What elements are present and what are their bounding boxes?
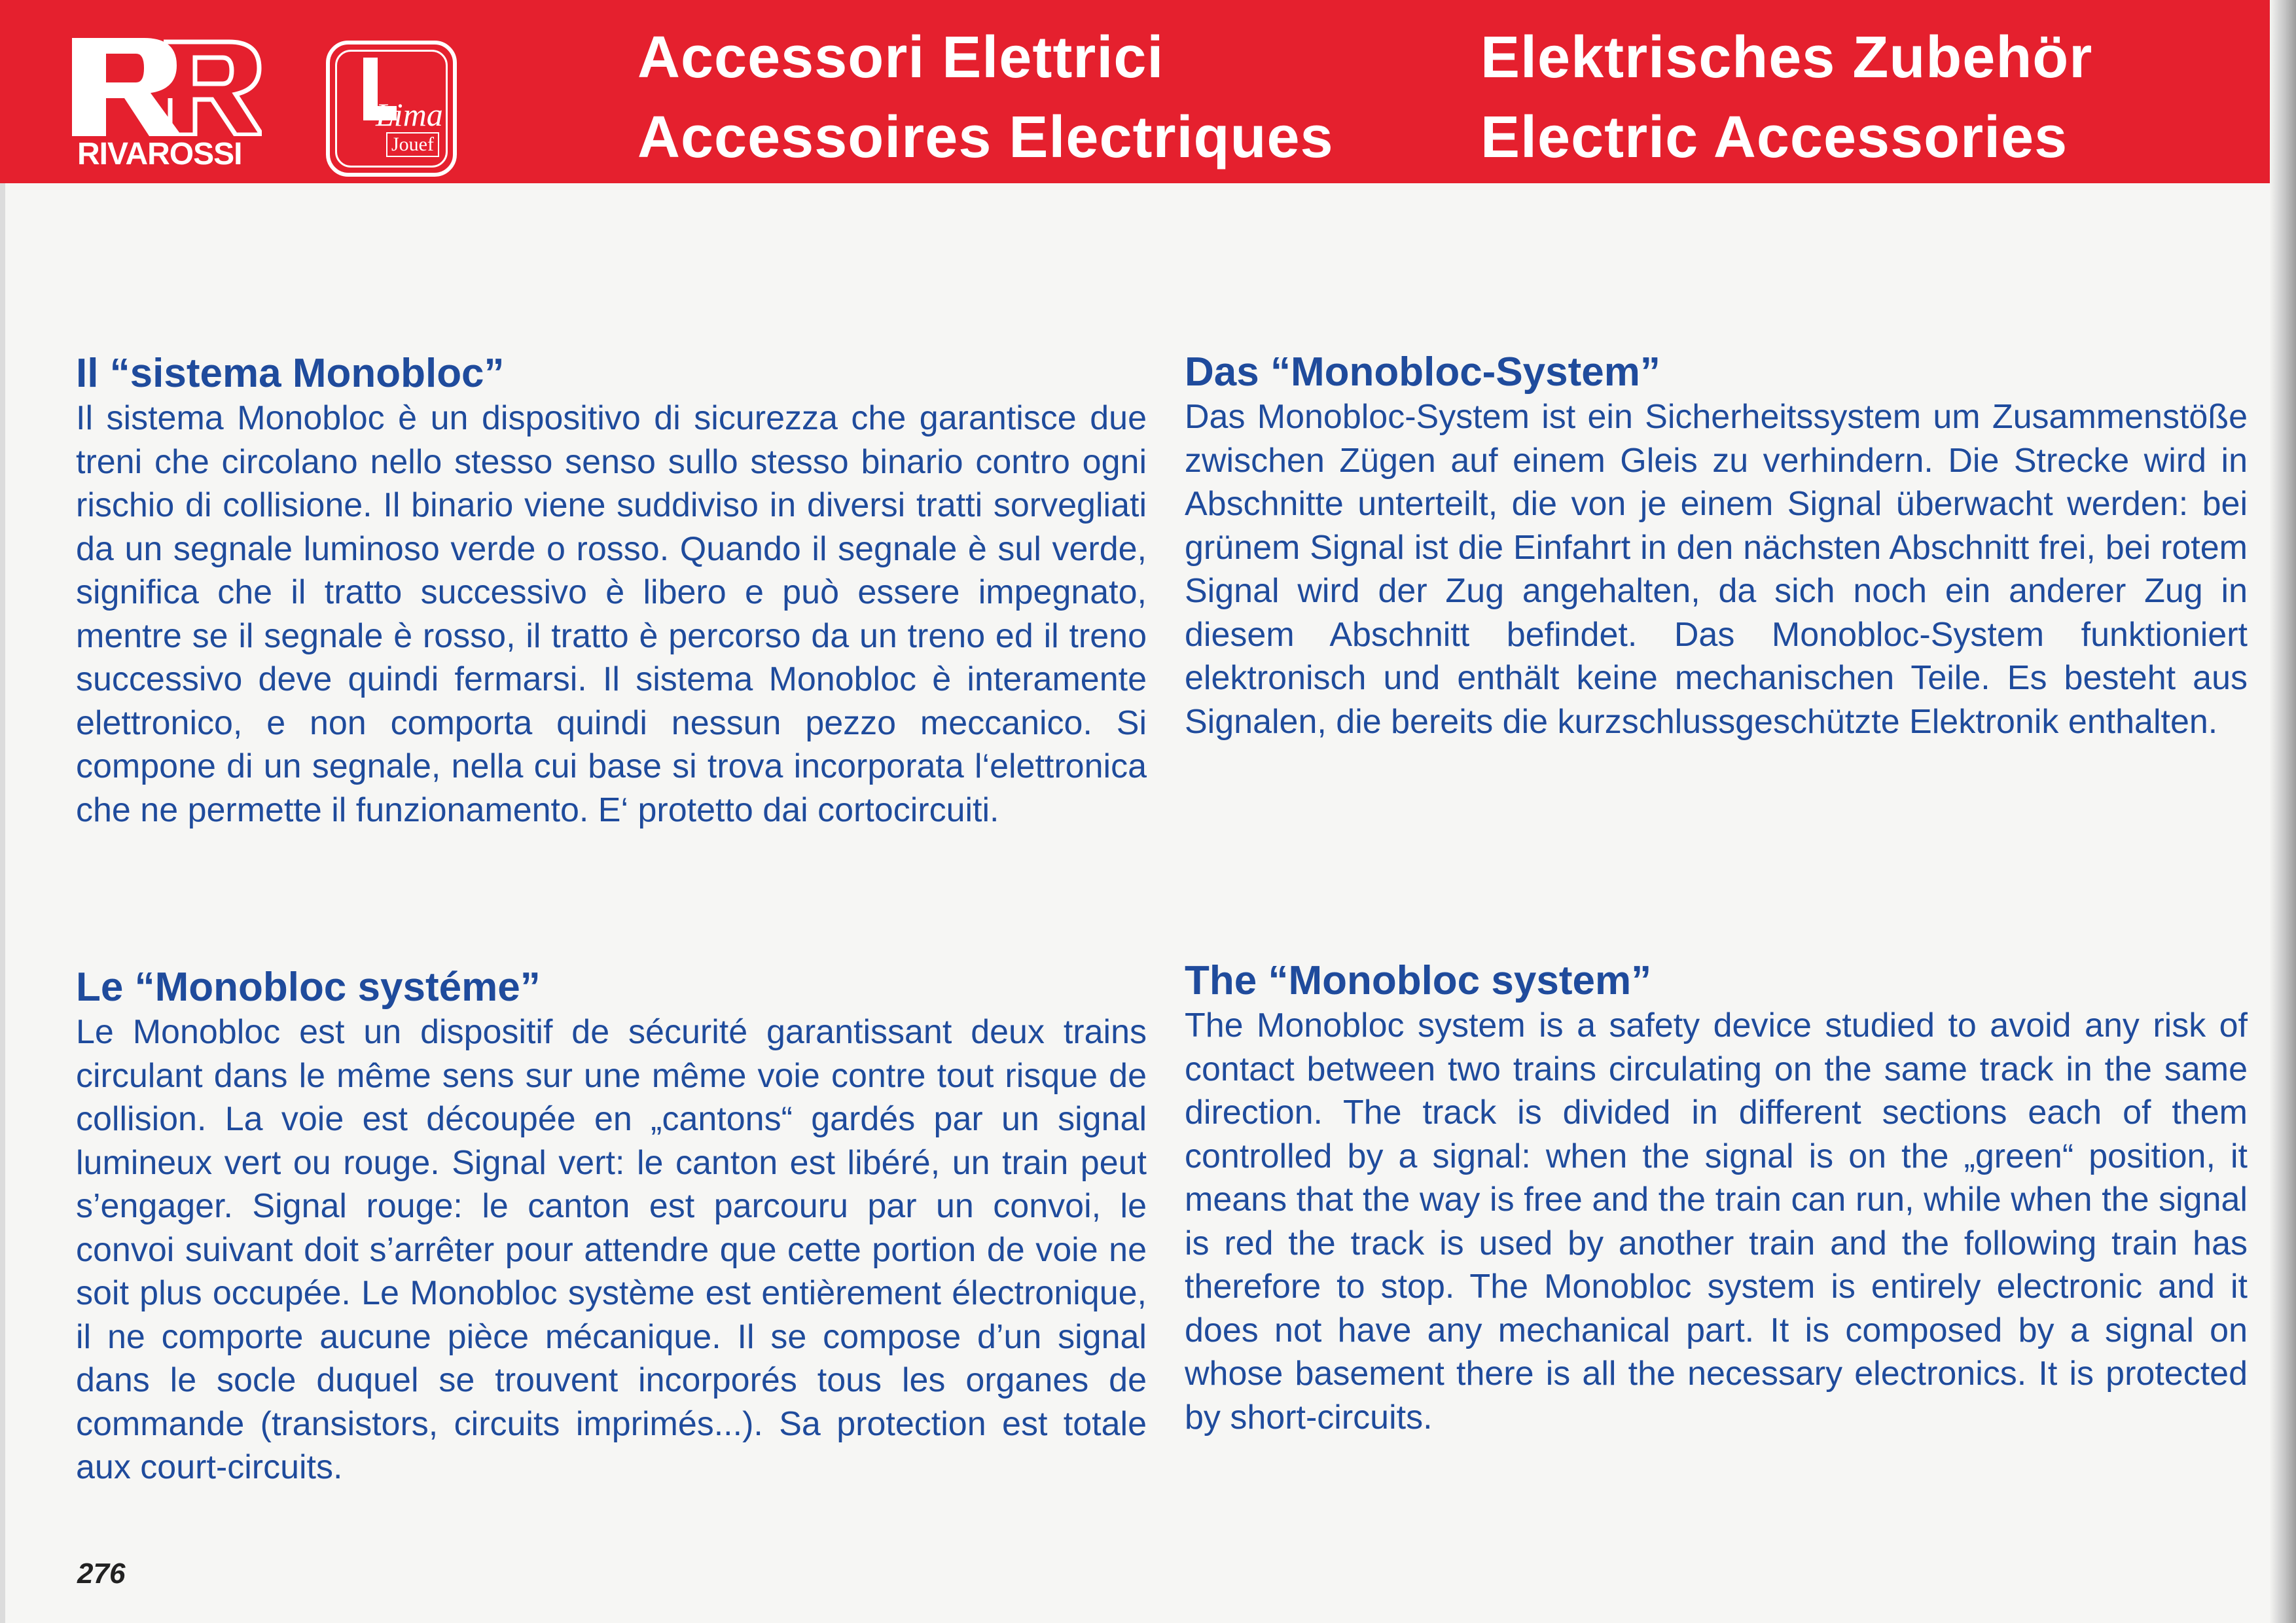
title-italian: Accessori Elettrici [637,25,1164,90]
section-english [1185,958,2248,1439]
section-german-title: Das “Monobloc-System” [1185,349,1660,395]
section-french [76,965,1147,1489]
section-french-title: Le “Monobloc systéme” [76,965,541,1010]
section-german-body: Das Monobloc-System ist ein Sicherheitssystem um Zusammenstöße zwischen Zügen auf einem Gleis zu verhindern. Die Strecke wird in Abschnitte unterteilt, die von je einem Signal überwacht werden: bei grünem Signal ist die Einfahrt in den nächsten Abschnitt frei, bei rotem Signal wird der Zug angehalten, da sich noch ein anderer Zug in diesem Abschnitt befindet. Das Monobloc-System funktioniert elektronisch und enthält keine mechanischen Teile. Es besteht aus Signalen, die bereits die kurzschlussgeschützte Elektronik enthalten. [1185,398,2248,741]
section-german [1185,349,2248,743]
section-italian-title: Il “sistema Monobloc” [76,351,505,396]
binding-shadow [2270,0,2296,1623]
section-italian [76,351,1147,832]
title-english: Electric Accessories [1480,105,2068,170]
section-english-body: The Monobloc system is a safety device studied to avoid any risk of contact between two trains circulating on the same track in the same direction. The track is divided in different sections each of them controlled by a signal: when the signal is on the „green“ position, it means that the way is free and the train can run, while when the signal is red the track is used by another train and the following train has therefore to stop. The Monobloc system is entirely electronic and it does not have any mechanical part. It is composed by a signal on whose basement there is all the necessary electronics. It is protected by short-circuits. [1185,1007,2248,1436]
section-french-body: Le Monobloc est un dispositif de sécurité garantissant deux trains circulant dans le même sens sur une même voie contre tout risque de collision. La voie est découpée en „cantons“ gardés par un signal lumineux vert ou rouge. Signal vert: le canton est libéré, un train peut s’engager. Signal rouge: le canton est parcouru par un convoi, le convoi suivant doit s’arrêter pour attendre que cette portion de voie ne soit plus occupée. Le Monobloc système est entièrement électronique, il ne comporte aucune pièce mécanique. Il se compose d’un signal dans le socle duquel se trouvent incorporés tous les organes de commande (transistors, circuits imprimés...). Sa protection est totale aux court-circuits. [76,1013,1147,1486]
rivarossi-logo [72,38,268,175]
page-left-edge [0,183,5,1623]
lima-wordmark: Lima [376,96,443,133]
rr-monogram-icon [72,38,262,136]
section-italian-body: Il sistema Monobloc è un dispositivo di sicurezza che garantisce due treni che circolano nello stesso senso sullo stesso binario contro ogni rischio di collisione. Il binario viene suddiviso in diversi tratti sorvegliati da un segnale luminoso verde o rosso. Quando il segnale è sul verde, significa che il tratto successivo è libero e può essere impegnato, mentre se il segnale è rosso, il tratto è percorso da un treno ed il treno successivo deve quindi fermarsi. Il sistema Monobloc è interamente elettronico, e non comporta quindi nessun pezzo meccanico. Si compone di un segnale, nella cui base si trova incorporata l‘elettronica che ne permette il funzionamento. E‘ protetto dai cortocircuiti. [76,399,1147,829]
page-header [0,0,2271,183]
title-german: Elektrisches Zubehör [1480,25,2093,90]
jouef-wordmark: Jouef [386,132,439,157]
section-english-title: The “Monobloc system” [1185,958,1652,1003]
page-number: 276 [77,1558,126,1590]
lima-jouef-logo [326,41,457,177]
title-french: Accessoires Electriques [637,105,1334,170]
rivarossi-wordmark: RIVAROSSI [77,137,242,171]
